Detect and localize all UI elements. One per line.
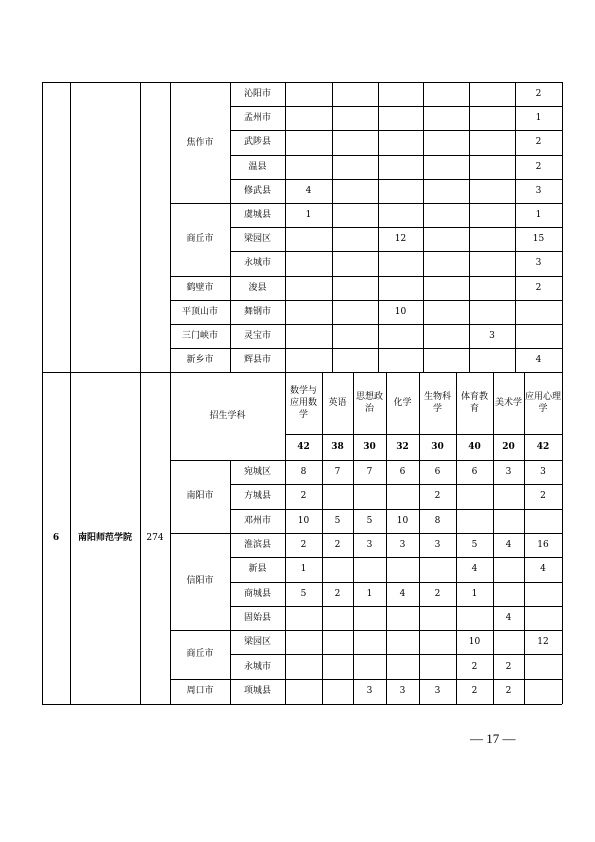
- data-cell: 5: [300, 588, 307, 599]
- county-name: 固始县: [243, 612, 271, 623]
- data-cell: 10: [297, 515, 310, 526]
- data-cell: 2: [300, 491, 307, 502]
- city-name: 商丘市: [186, 649, 214, 660]
- city-name: 新乡市: [186, 355, 214, 366]
- county-name: 永城市: [243, 661, 271, 672]
- subject-total: 38: [331, 442, 344, 452]
- data-cell: 2: [300, 540, 307, 551]
- data-cell: 7: [366, 467, 373, 478]
- data-cell: 4: [471, 564, 478, 575]
- data-cell: 1: [471, 588, 478, 599]
- subject-header: 数学与应用数学: [289, 386, 317, 420]
- data-cell: 4: [305, 185, 312, 196]
- data-cell: 3: [434, 685, 441, 696]
- data-cell: 2: [505, 685, 512, 696]
- county-name: 沁阳市: [243, 89, 271, 100]
- data-cell: 2: [471, 661, 478, 672]
- subject-header: 生物科学: [423, 392, 451, 414]
- data-cell: 2: [334, 540, 341, 551]
- data-cell: 4: [505, 540, 512, 551]
- table-top-border: [42, 82, 562, 83]
- county-name: 修武县: [243, 185, 271, 196]
- data-cell: 10: [396, 515, 409, 526]
- data-cell: 3: [540, 467, 546, 478]
- county-name: 浚县: [248, 282, 267, 293]
- data-cell: 6: [399, 467, 406, 478]
- county-name: 孟州市: [243, 113, 271, 124]
- city-name: 信阳市: [186, 576, 214, 587]
- data-cell: 2: [434, 588, 441, 599]
- county-name: 宛城区: [243, 467, 271, 478]
- data-cell: 8: [300, 467, 307, 478]
- data-cell: 1: [305, 210, 312, 221]
- school-total: 274: [146, 533, 164, 543]
- data-cell: 2: [535, 137, 542, 148]
- data-cell: 8: [434, 515, 441, 526]
- data-cell: 10: [468, 637, 481, 648]
- header-label: 招生学科: [209, 411, 246, 421]
- data-cell: 6: [471, 467, 478, 478]
- data-cell: 3: [535, 185, 542, 196]
- subject-header: 英语: [328, 398, 347, 408]
- subject-total: 20: [502, 442, 515, 452]
- city-name: 三门峡市: [181, 331, 218, 342]
- county-name: 辉县市: [243, 355, 271, 366]
- subject-header: 思想政治: [355, 392, 383, 414]
- data-cell: 10: [394, 306, 407, 317]
- data-cell: 1: [535, 113, 542, 124]
- city-name: 商丘市: [186, 234, 214, 245]
- data-cell: 5: [471, 540, 478, 551]
- school-name: 南阳师范学院: [77, 533, 132, 543]
- county-name: 方城县: [243, 491, 271, 502]
- county-name: 舞钢市: [243, 306, 271, 317]
- county-name: 虞城县: [243, 210, 271, 221]
- table-bottom-border: [42, 704, 562, 705]
- data-cell: 4: [399, 588, 406, 599]
- data-cell: 5: [366, 515, 373, 526]
- subject-total: 30: [363, 442, 376, 452]
- data-cell: 15: [532, 234, 545, 245]
- subject-total: 32: [396, 442, 409, 452]
- data-cell: 3: [535, 258, 542, 269]
- subject-total: 30: [431, 442, 444, 452]
- county-name: 淮滨县: [243, 540, 271, 551]
- county-name: 邓州市: [243, 515, 271, 526]
- county-name: 商城县: [243, 588, 271, 599]
- data-cell: 3: [399, 685, 406, 696]
- county-name: 温县: [248, 161, 267, 172]
- data-cell: 6: [434, 467, 441, 478]
- city-name: 平顶山市: [181, 306, 218, 317]
- data-cell: 3: [505, 467, 512, 478]
- data-cell: 12: [394, 234, 407, 245]
- city-name: 南阳市: [186, 491, 214, 502]
- data-cell: 4: [505, 612, 512, 623]
- subject-header: 应用心理学: [525, 392, 562, 414]
- county-name: 永城市: [243, 258, 271, 269]
- subject-total: 42: [297, 442, 310, 452]
- data-cell: 3: [489, 331, 495, 342]
- data-cell: 5: [334, 515, 341, 526]
- county-name: 武陟县: [243, 137, 271, 148]
- header-rule: [285, 434, 562, 435]
- data-cell: 2: [334, 588, 341, 599]
- row-index: 6: [52, 533, 60, 543]
- data-cell: 3: [366, 540, 373, 551]
- subject-header: 美术学: [494, 398, 522, 408]
- data-cell: 2: [471, 685, 478, 696]
- data-cell: 12: [537, 637, 549, 648]
- data-cell: 7: [334, 467, 341, 478]
- data-cell: 1: [300, 564, 307, 575]
- county-name: 新县: [248, 564, 267, 575]
- data-cell: 2: [505, 661, 512, 672]
- data-cell: 2: [434, 491, 441, 502]
- city-name: 周口市: [186, 685, 214, 696]
- county-name: 梁园区: [243, 637, 271, 648]
- data-cell: 3: [399, 540, 406, 551]
- city-name: 焦作市: [186, 137, 214, 148]
- data-cell: 2: [535, 161, 542, 172]
- county-name: 梁园区: [243, 234, 271, 245]
- data-cell: 16: [537, 540, 549, 551]
- data-cell: 1: [366, 588, 373, 599]
- page-number: — 17 —: [470, 731, 516, 746]
- data-cell: 2: [535, 89, 542, 100]
- county-name: 灵宝市: [243, 331, 271, 342]
- city-name: 鹤壁市: [186, 282, 214, 293]
- data-cell: 1: [535, 210, 542, 221]
- subject-total: 40: [468, 442, 481, 452]
- subject-total: 42: [536, 442, 550, 452]
- subject-header: 化学: [393, 398, 412, 408]
- data-cell: 4: [540, 564, 546, 575]
- subject-header: 体育教育: [460, 392, 488, 414]
- data-cell: 2: [535, 282, 542, 293]
- data-cell: 2: [540, 491, 546, 502]
- data-cell: 4: [535, 355, 542, 366]
- data-cell: 3: [366, 685, 373, 696]
- county-name: 项城县: [243, 685, 271, 696]
- table-right-border: [562, 82, 563, 704]
- data-cell: 3: [434, 540, 441, 551]
